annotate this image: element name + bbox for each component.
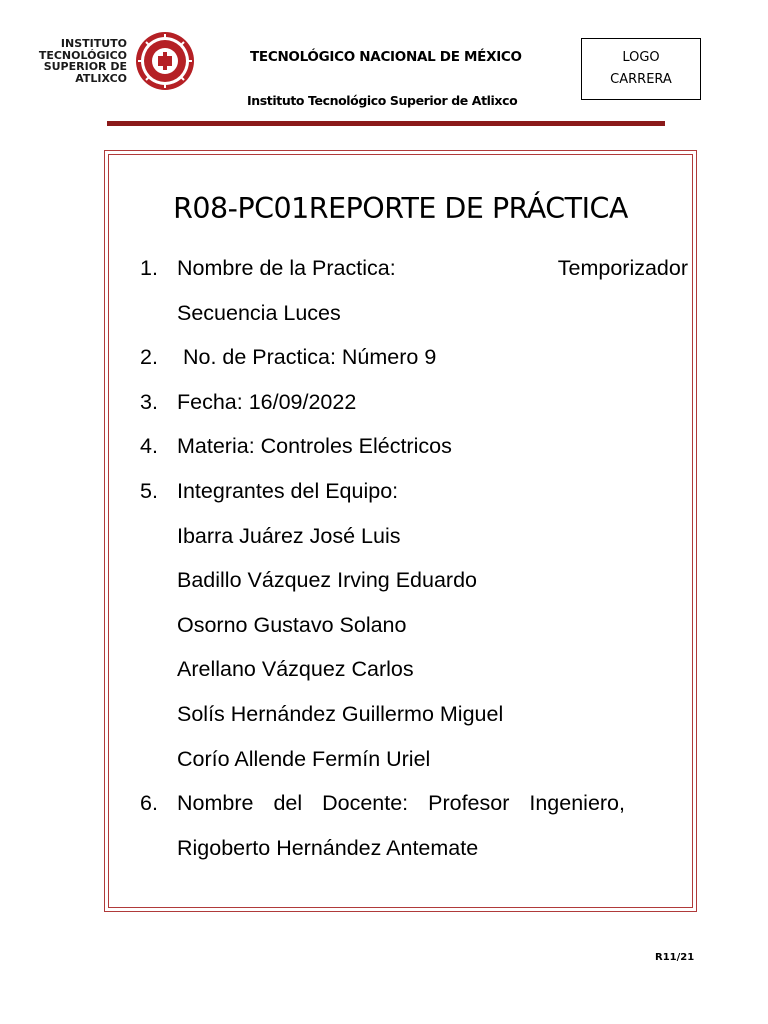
list-item	[140, 832, 688, 877]
logo-line: ATLIXCO	[75, 71, 127, 85]
item-number: 4.	[140, 434, 158, 459]
member-name: Badillo Vázquez Irving Eduardo	[177, 568, 477, 593]
team-member	[140, 743, 688, 788]
item-text: Materia: Controles Eléctricos	[177, 434, 452, 459]
list-item	[140, 475, 688, 520]
team-member	[140, 698, 688, 743]
institute-logo-text	[30, 38, 127, 84]
list-item	[140, 386, 688, 431]
career-logo-line: LOGO	[622, 50, 660, 65]
item-text	[177, 252, 688, 284]
item-text: Integrantes del Equipo:	[177, 478, 399, 503]
member-name: Solís Hernández Guillermo Miguel	[177, 701, 504, 726]
list-item	[140, 787, 688, 832]
member-name: Ibarra Juárez José Luis	[177, 523, 401, 548]
team-member	[140, 520, 688, 565]
career-logo-placeholder	[581, 38, 701, 100]
member-name: Osorno Gustavo Solano	[177, 612, 407, 637]
item-number: 1.	[140, 256, 158, 280]
logo-line: TECNOLÓGICO	[38, 48, 127, 62]
list-item	[140, 297, 688, 342]
teacher-name: Rigoberto Hernández Antemate	[177, 835, 479, 860]
teacher-label: Nombre del Docente: Profesor Ingeniero,	[177, 791, 625, 816]
logo-line: SUPERIOR DE	[43, 60, 127, 73]
practice-name-value: Temporizador	[557, 256, 688, 280]
team-member	[140, 564, 688, 609]
page-reference: R11/21	[655, 952, 695, 963]
item-number: 3.	[140, 389, 158, 414]
team-member	[140, 609, 688, 654]
item-continuation: Secuencia Luces	[177, 300, 341, 325]
item-number: 6.	[140, 791, 158, 816]
team-member	[140, 653, 688, 698]
item-number: 5.	[140, 478, 158, 503]
header-subtitle: Instituto Tecnológico Superior de Atlixco	[247, 93, 518, 108]
header-divider	[107, 121, 665, 126]
institute-seal-icon	[134, 30, 196, 92]
member-name: Corío Allende Fermín Uriel	[177, 746, 431, 771]
report-title: R08-PC01REPORTE DE PRÁCTICA	[173, 192, 628, 225]
header-title: TECNOLÓGICO NACIONAL DE MÉXICO	[250, 49, 522, 65]
list-item	[140, 252, 688, 297]
item-text: Fecha: 16/09/2022	[177, 389, 357, 414]
report-item-list	[140, 252, 688, 876]
member-name: Arellano Vázquez Carlos	[177, 657, 414, 682]
practice-name-label: Nombre de la Practica:	[177, 256, 396, 280]
logo-line: INSTITUTO	[60, 37, 127, 50]
item-number: 2.	[140, 345, 158, 370]
list-item	[140, 430, 688, 475]
item-text: No. de Practica: Número 9	[177, 345, 437, 370]
career-logo-line: CARRERA	[610, 72, 672, 87]
list-item	[140, 341, 688, 386]
